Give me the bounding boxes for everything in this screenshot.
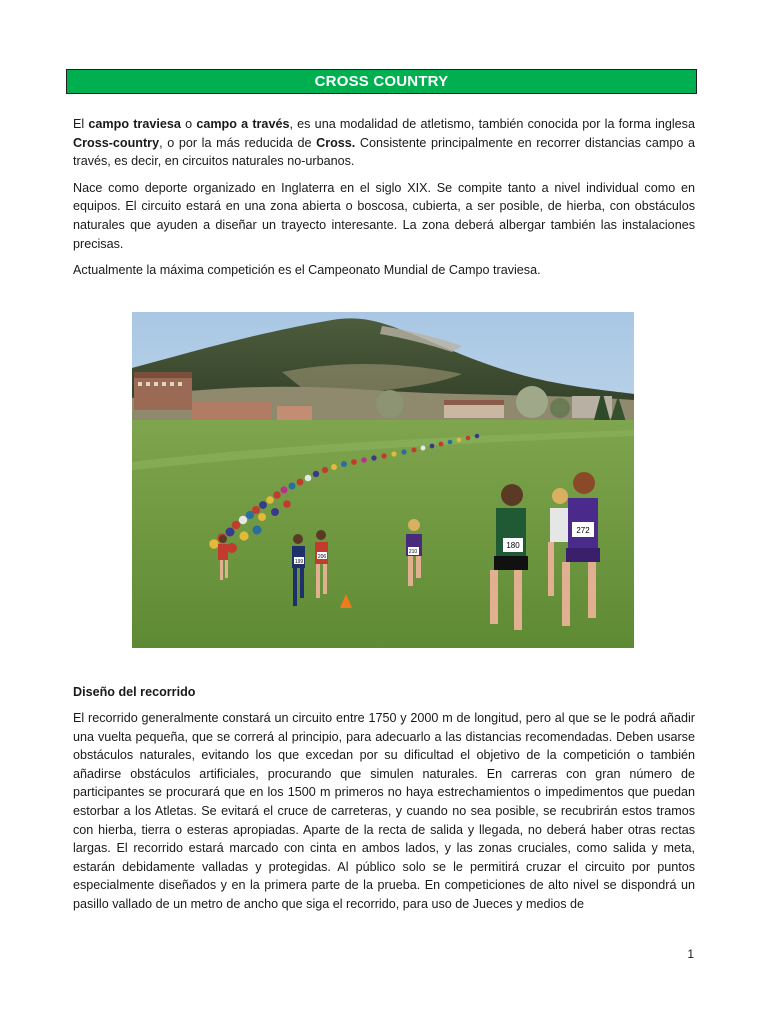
document-title: CROSS COUNTRY xyxy=(314,73,449,90)
intro-text xyxy=(73,115,695,288)
text-run: , es una modalidad de atletismo, también conocida por la forma inglesa xyxy=(289,117,695,131)
text-run: o xyxy=(180,117,197,131)
intro-paragraph-1 xyxy=(73,115,695,171)
section-paragraph: El recorrido generalmente constará un circuito entre 1750 y 2000 m de longitud, pero al que se le podrá añadir una vuelta pequeña, que se correrá al principio, para adecuarlo a las distancias recomendadas. Deben usarse obstáculos naturales, evitando los que excedan por su dificultad el objetivo de la competición o también añadirse obstáculos artificiales, procurando que simulen naturales. En carreras con gran número de participantes se procurará que en los 1500 m primeros no haya estrechamientos o impedimentos que puedan estorbar a los Atletas. Se evitará el cruce de carreteras, y cuando no sea posible, se recubrirán estos tramos con hierba, tierra o esteras apropiadas. Aparte de la recta de salida y llegada, no deberá haber otras rectas largas. El recorrido estará marcado con cinta en ambos lados, y las zonas cruciales, como salida y meta, estarán debidamente valladas y protegidas. Al público solo se le permitirá cruzar el circuito por puntos especialmente diseñados y en la primera parte de la prueba. En competiciones de alto nivel se dispondrá un pasillo vallado de un metro de ancho que siga el recorrido, para uso de Jueces y medios de xyxy=(73,711,695,911)
bib-number: 206 xyxy=(317,554,327,560)
text-run: , o por la más reducida de xyxy=(159,135,317,150)
section-heading: Diseño del recorrido xyxy=(73,685,196,699)
bib-number: 180 xyxy=(506,541,520,550)
bib-number: 210 xyxy=(408,549,418,555)
cross-country-photo xyxy=(132,312,634,648)
bold-term: Cross. xyxy=(316,135,356,150)
bold-term: campo traviesa xyxy=(88,117,181,131)
bib-number: 272 xyxy=(576,526,590,535)
title-banner xyxy=(66,69,697,94)
bold-term: campo a través xyxy=(196,117,290,131)
page-number: 1 xyxy=(687,947,694,961)
text-run: Consistente principalmente en recorrer distancias campo a través, es decir, en circuitos naturales no-urbanos. xyxy=(73,135,695,169)
intro-paragraph-2: Nace como deporte organizado en Inglaterra en el siglo XIX. Se compite tanto a nivel individual como en equipos. El circuito estará en una zona abierta o boscosa, cubierta, a ser posible, de hierba, con obstáculos naturales que ayuden a diseñar un trayecto interesante. La zona deberá albergar también las instalaciones precisas. xyxy=(73,180,695,251)
bold-term: Cross-country xyxy=(73,135,160,150)
bib-number: 199 xyxy=(294,559,304,565)
text-run: El xyxy=(73,117,89,131)
intro-paragraph-3: Actualmente la máxima competición es el Campeonato Mundial de Campo traviesa. xyxy=(73,263,541,278)
section-body xyxy=(73,709,695,922)
